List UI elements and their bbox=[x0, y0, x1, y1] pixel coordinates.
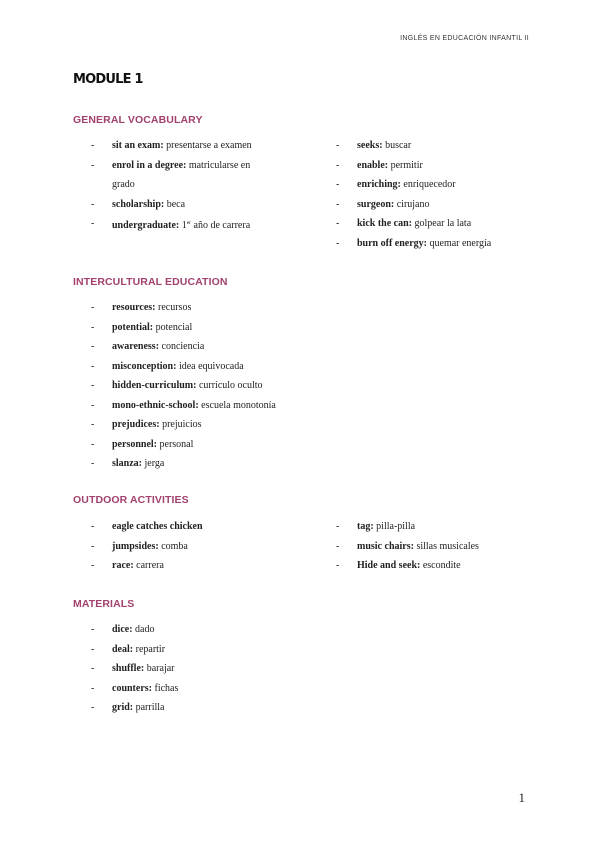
outdoor-activities-list-left bbox=[91, 517, 321, 576]
module-title: MODULE 1 bbox=[73, 72, 143, 87]
intercultural-education-list bbox=[91, 298, 391, 474]
list-item: - race: carrera bbox=[91, 560, 164, 571]
general-vocabulary-list-right bbox=[336, 136, 566, 253]
list-item: - deal: repartir bbox=[91, 643, 166, 655]
list-item: - tag: pilla-pilla bbox=[336, 521, 416, 532]
list-item: - sit an exam: presentarse a examen bbox=[91, 140, 252, 151]
list-item: - surgeon: cirujano bbox=[336, 198, 430, 210]
list-item: - enable: permitir bbox=[336, 159, 423, 171]
section-heading-outdoor-activities: OUTDOOR ACTIVITIES bbox=[73, 494, 189, 506]
list-item: - shuffle: barajar bbox=[91, 663, 175, 674]
general-vocabulary-list-left bbox=[91, 136, 321, 234]
list-item: - enriching: enriquecedor bbox=[336, 179, 456, 190]
list-item: - Hide and seek: escondite bbox=[336, 560, 461, 571]
running-header: INGLÉS EN EDUCACIÓN INFANTIL II bbox=[400, 35, 529, 42]
list-item: - enrol in a degree: matricularse en grado bbox=[91, 159, 251, 190]
list-item: - resources: recursos bbox=[91, 302, 192, 313]
list-item: - seeks: buscar bbox=[336, 140, 412, 151]
list-item: - eagle catches chicken bbox=[91, 521, 203, 532]
list-item: - jumpsides: comba bbox=[91, 540, 188, 552]
section-heading-materials: MATERIALS bbox=[73, 598, 135, 610]
page-number: 1 bbox=[518, 790, 525, 805]
list-item: - prejudices: prejuicios bbox=[91, 419, 202, 430]
list-item: - dice: dado bbox=[91, 624, 155, 635]
list-item: - counters: fichas bbox=[91, 682, 179, 694]
section-heading-general-vocabulary: GENERAL VOCABULARY bbox=[73, 114, 203, 126]
outdoor-activities-list-right bbox=[336, 517, 566, 576]
list-item: - awareness: conciencia bbox=[91, 341, 205, 352]
list-item: - misconception: idea equivocada bbox=[91, 360, 244, 372]
list-item: - undergraduate: 1er año de carrera bbox=[91, 218, 251, 231]
list-item: - scholarship: beca bbox=[91, 198, 186, 210]
list-item: - grid: parrilla bbox=[91, 702, 165, 713]
list-item: - potential: potencial bbox=[91, 321, 193, 333]
materials-list bbox=[91, 620, 391, 718]
list-item: - personnel: personal bbox=[91, 438, 194, 450]
list-item: - hidden-curriculum: currículo oculto bbox=[91, 380, 263, 391]
list-item: - slanza: jerga bbox=[91, 458, 165, 469]
list-item: - kick the can: golpear la lata bbox=[336, 218, 472, 229]
section-heading-intercultural-education: INTERCULTURAL EDUCATION bbox=[73, 276, 228, 288]
list-item: - music chairs: sillas musicales bbox=[336, 540, 479, 552]
list-item: - mono-ethnic-school: escuela monotonía bbox=[91, 399, 276, 411]
list-item: - burn off energy: quemar energía bbox=[336, 237, 492, 249]
